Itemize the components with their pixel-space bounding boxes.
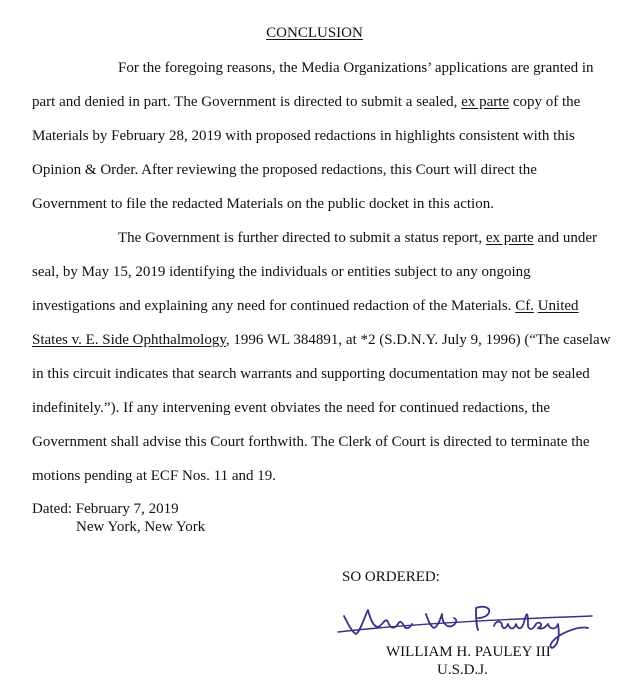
text-span: The Government is further directed to submit a status report, xyxy=(118,230,486,246)
date-line: Dated: February 7, 2019 xyxy=(32,501,179,517)
case-name: States v. E. Side Ophthalmology xyxy=(32,332,226,348)
text-span: copy of the xyxy=(509,94,581,110)
text-line: Materials by February 28, 2019 with proposed redactions in highlights consistent with this xyxy=(32,128,575,144)
so-ordered-label: SO ORDERED: xyxy=(342,569,440,585)
text-span: investigations and explaining any need for continued redaction of the Materials. xyxy=(32,298,516,314)
text-line xyxy=(32,331,611,349)
text-line xyxy=(118,229,597,247)
text-line xyxy=(32,297,579,315)
page-heading: CONCLUSION xyxy=(266,25,363,41)
text-line: Opinion & Order. After reviewing the proposed redactions, this Court will direct the xyxy=(32,162,537,178)
text-span: part and denied in part. The Government is directed to submit a sealed, xyxy=(32,94,462,110)
text-line: seal, by May 15, 2019 identifying the individuals or entities subject to any ongoing xyxy=(32,264,531,280)
text-span: , 1996 WL 384891, at *2 (S.D.N.Y. July 9, 1996) (“The caselaw xyxy=(225,332,611,348)
text-line xyxy=(32,93,580,111)
judge-name: WILLIAM H. PAULEY III xyxy=(386,644,551,660)
text-line: Government shall advise this Court forthwith. The Clerk of Court is directed to terminate the xyxy=(32,434,590,450)
judge-title: U.S.D.J. xyxy=(437,662,488,678)
text-line: in this circuit indicates that search warrants and supporting documentation may not be sealed xyxy=(32,366,590,382)
citation-signal: Cf. xyxy=(515,298,534,314)
text-line: Government to file the redacted Materials on the public docket in this action. xyxy=(32,196,494,212)
latin-term: ex parte xyxy=(461,94,510,110)
case-name: United xyxy=(537,298,579,314)
text-span: and under xyxy=(533,230,598,246)
latin-term: ex parte xyxy=(485,230,534,246)
text-line: For the foregoing reasons, the Media Organizations’ applications are granted in xyxy=(118,60,594,76)
place-line: New York, New York xyxy=(76,519,206,535)
text-line: indefinitely.”). If any intervening event obviates the need for continued redactions, the xyxy=(32,400,551,416)
text-line: motions pending at ECF Nos. 11 and 19. xyxy=(32,468,277,484)
